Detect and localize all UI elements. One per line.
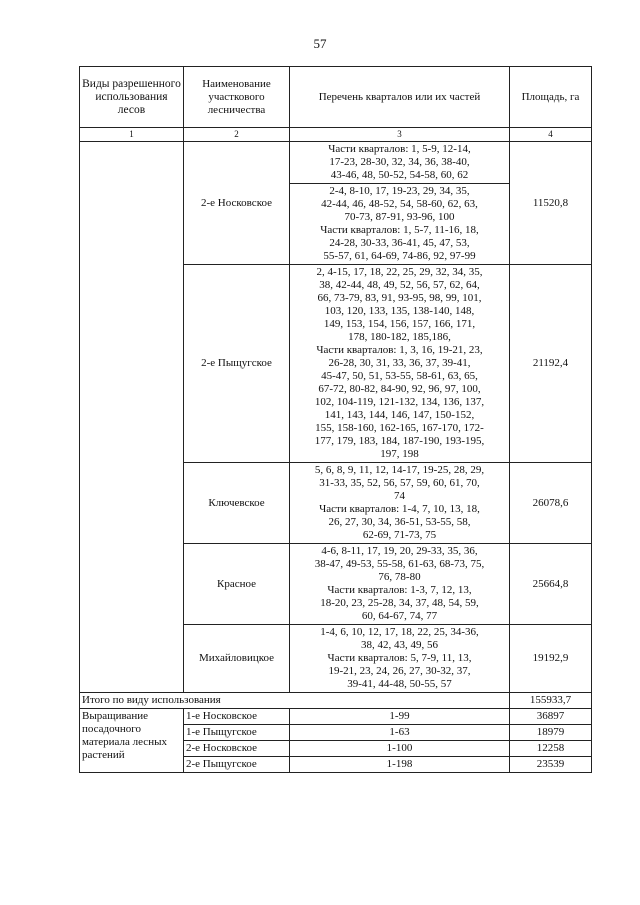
- nursery-area: 23539: [510, 757, 592, 773]
- quarters-line: 2, 4-15, 17, 18, 22, 25, 29, 32, 34, 35,: [316, 266, 483, 278]
- quarters-line: 55-57, 61, 64-69, 74-86, 92, 97-99: [323, 250, 476, 262]
- nursery-usage-cell: [80, 709, 184, 773]
- quarters-line: 45-47, 50, 51, 53-55, 58-61, 63, 65,: [321, 370, 478, 382]
- quarters-line: 18-20, 23, 25-28, 34, 37, 48, 54, 59,: [320, 597, 479, 609]
- quarters-cell: [290, 265, 510, 463]
- nursery-quarters: 1-198: [290, 757, 510, 773]
- quarters-line: 103, 120, 133, 135, 138-140, 148,: [324, 305, 475, 317]
- quarters-line: 76, 78-80: [378, 571, 421, 583]
- nursery-quarters: 1-63: [290, 725, 510, 741]
- nursery-row: [80, 709, 592, 725]
- usage-type-cell: [80, 142, 184, 693]
- quarters-line: Части кварталов: 1-3, 7, 12, 13,: [327, 584, 472, 596]
- quarters-line: 70-73, 87-91, 93-96, 100: [344, 211, 455, 223]
- area-cell: 11520,8: [510, 142, 592, 265]
- area-cell: 19192,9: [510, 625, 592, 693]
- quarters-cell: [290, 625, 510, 693]
- quarters-line: Части кварталов: 1, 3, 16, 19-21, 23,: [316, 344, 483, 356]
- column-number: 4: [510, 128, 592, 142]
- quarters-line: 38-47, 49-53, 55-58, 61-63, 68-73, 75,: [314, 558, 485, 570]
- nursery-area: 18979: [510, 725, 592, 741]
- quarters-line: 43-46, 48, 50-52, 54-58, 60, 62: [330, 169, 469, 181]
- area-cell: 21192,4: [510, 265, 592, 463]
- quarters-line: Части кварталов: 1, 5-9, 12-14,: [328, 143, 471, 155]
- quarters-line: 39-41, 44-48, 50-55, 57: [347, 678, 452, 690]
- quarters-cell: [290, 184, 510, 265]
- quarters-line: 197, 198: [380, 448, 419, 460]
- quarters-line: 38, 42, 43, 49, 56: [361, 639, 438, 651]
- quarters-line: 26-28, 30, 31, 33, 36, 37, 39-41,: [328, 357, 471, 369]
- quarters-line: 31-33, 35, 52, 56, 57, 59, 60, 61, 70,: [319, 477, 480, 489]
- header-quarters-list: Перечень кварталов или их частей: [290, 67, 510, 128]
- header-area: Площадь, га: [510, 67, 592, 128]
- total-area: 155933,7: [510, 693, 592, 709]
- quarters-line: 155, 158-160, 162-165, 167-170, 172-: [315, 422, 484, 434]
- header-forestry-name: Наименование участкового лесничества: [184, 67, 290, 128]
- nursery-label-line: посадочного: [82, 723, 142, 735]
- quarters-line: 60, 64-67, 74, 77: [361, 610, 438, 622]
- column-number: 3: [290, 128, 510, 142]
- quarters-line: Части кварталов: 1-4, 7, 10, 13, 18,: [319, 503, 480, 515]
- quarters-line: 1-4, 6, 10, 12, 17, 18, 22, 25, 34-36,: [320, 626, 479, 638]
- quarters-cell: [290, 544, 510, 625]
- quarters-line: Части кварталов: 5, 7-9, 11, 13,: [327, 652, 472, 664]
- quarters-line: 4-6, 8-11, 17, 19, 20, 29-33, 35, 36,: [321, 545, 478, 557]
- column-number-row: [80, 128, 592, 142]
- page-number: 57: [313, 36, 327, 51]
- forestry-name-cell: 2-е Носковское: [184, 142, 290, 265]
- quarters-line: 177, 179, 183, 184, 187-190, 193-195,: [314, 435, 485, 447]
- quarters-line: 102, 104-119, 121-132, 134, 136, 137,: [314, 396, 485, 408]
- total-label: Итого по виду использования: [80, 693, 510, 709]
- quarters-line: 2-4, 8-10, 17, 19-23, 29, 34, 35,: [329, 185, 470, 197]
- quarters-line: 149, 153, 154, 156, 157, 166, 171,: [323, 318, 476, 330]
- quarters-cell: [290, 142, 510, 184]
- quarters-line: 74: [394, 490, 405, 502]
- forest-use-table: [79, 66, 592, 773]
- column-number: 2: [184, 128, 290, 142]
- area-cell: 25664,8: [510, 544, 592, 625]
- nursery-forestry-name: 1-е Пыщугское: [184, 725, 290, 741]
- quarters-line: 66, 73-79, 83, 91, 93-95, 98, 99, 101,: [317, 292, 482, 304]
- quarters-line: 26, 27, 30, 34, 36-51, 53-55, 58,: [328, 516, 471, 528]
- nursery-quarters: 1-99: [290, 709, 510, 725]
- quarters-line: 178, 180-182, 185,186,: [348, 331, 451, 343]
- quarters-line: 141, 143, 144, 146, 147, 150-152,: [324, 409, 475, 421]
- quarters-line: 62-69, 71-73, 75: [362, 529, 437, 541]
- quarters-line: Части кварталов: 1, 5-7, 11-16, 18,: [320, 224, 479, 236]
- nursery-area: 36897: [510, 709, 592, 725]
- table-row: [80, 142, 592, 184]
- area-cell: 26078,6: [510, 463, 592, 544]
- nursery-forestry-name: 1-е Носковское: [184, 709, 290, 725]
- nursery-label-line: материала лесных: [82, 736, 167, 748]
- nursery-area: 12258: [510, 741, 592, 757]
- column-number: 1: [80, 128, 184, 142]
- quarters-line: 19-21, 23, 24, 26, 27, 30-32, 37,: [328, 665, 471, 677]
- quarters-line: 24-28, 30-33, 36-41, 45, 47, 53,: [329, 237, 470, 249]
- quarters-line: 42-44, 46, 48-52, 54, 58-60, 62, 63,: [321, 198, 478, 210]
- nursery-quarters: 1-100: [290, 741, 510, 757]
- forestry-name-cell: 2-е Пыщугское: [184, 265, 290, 463]
- table-header-row: [80, 67, 592, 128]
- quarters-line: 38, 42-44, 48, 49, 52, 56, 57, 62, 64,: [319, 279, 480, 291]
- quarters-line: 5, 6, 8, 9, 11, 12, 14-17, 19-25, 28, 29,: [314, 464, 485, 476]
- nursery-forestry-name: 2-е Носковское: [184, 741, 290, 757]
- nursery-forestry-name: 2-е Пыщугское: [184, 757, 290, 773]
- quarters-cell: [290, 463, 510, 544]
- nursery-label-line: растений: [82, 749, 125, 761]
- forestry-name-cell: Михайловицкое: [184, 625, 290, 693]
- nursery-label-line: Выращивание: [82, 710, 149, 722]
- header-usage-type: Виды разрешенного использования лесов: [80, 67, 184, 128]
- quarters-line: 67-72, 80-82, 84-90, 92, 96, 97, 100,: [318, 383, 481, 395]
- forestry-name-cell: Ключевское: [184, 463, 290, 544]
- quarters-line: 17-23, 28-30, 32, 34, 36, 38-40,: [329, 156, 470, 168]
- total-row: [80, 693, 592, 709]
- forestry-name-cell: Красное: [184, 544, 290, 625]
